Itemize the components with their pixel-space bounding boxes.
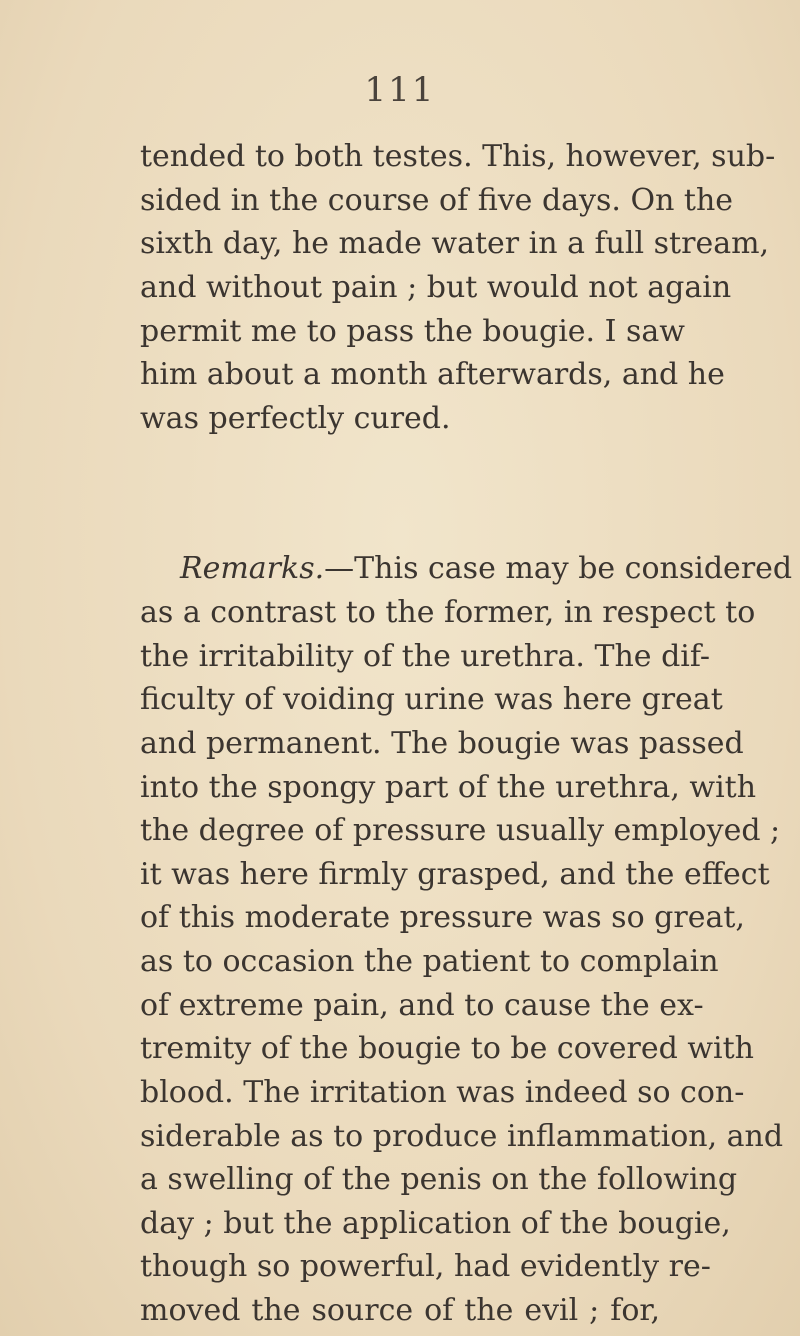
text-line: into the spongy part of the urethra, with [140, 770, 757, 805]
text-line: sided in the course of five days. On the [140, 183, 734, 218]
text-line: siderable as to produce inflammation, and [140, 1119, 784, 1154]
text-line: permit me to pass the bougie. I saw [140, 314, 685, 349]
text-line: moved the source of the evil ; for, [140, 1293, 660, 1328]
text-line: day ; but the application of the bougie, [140, 1206, 731, 1241]
text-line: tended to both testes. This, however, sub- [140, 139, 776, 174]
text-line: and without pain ; but would not again [140, 270, 732, 305]
remarks-lead-text: —This case may be considered [324, 551, 793, 586]
text-line: blood. The irritation was indeed so con- [140, 1075, 745, 1110]
text-line: of this moderate pressure was so great, [140, 900, 745, 935]
text-line: as to occasion the patient to complain [140, 944, 719, 979]
text-line: sixth day, he made water in a full stream, [140, 226, 770, 261]
text-line: and permanent. The bougie was passed [140, 726, 744, 761]
text-line: ficulty of voiding urine was here great [140, 682, 723, 717]
text-line: as a contrast to the former, in respect to [140, 595, 756, 630]
text-line: the degree of pressure usually employed ; [140, 813, 781, 848]
text-line: of extreme pain, and to cause the ex- [140, 988, 704, 1023]
text-line: it was here firmly grasped, and the effect [140, 857, 770, 892]
page-number: 111 [364, 70, 436, 110]
text-line: was perfectly cured. [140, 401, 451, 436]
text-line: though so powerful, had evidently re- [140, 1249, 711, 1284]
remarks-label: Remarks. [180, 551, 325, 586]
text-line: tremity of the bougie to be covered with [140, 1031, 754, 1066]
text-line: a swelling of the penis on the following [140, 1162, 738, 1197]
text-line: him about a month afterwards, and he [140, 357, 725, 392]
text-line: the irritability of the urethra. The dif- [140, 639, 711, 674]
remarks-heading-line [180, 551, 793, 586]
